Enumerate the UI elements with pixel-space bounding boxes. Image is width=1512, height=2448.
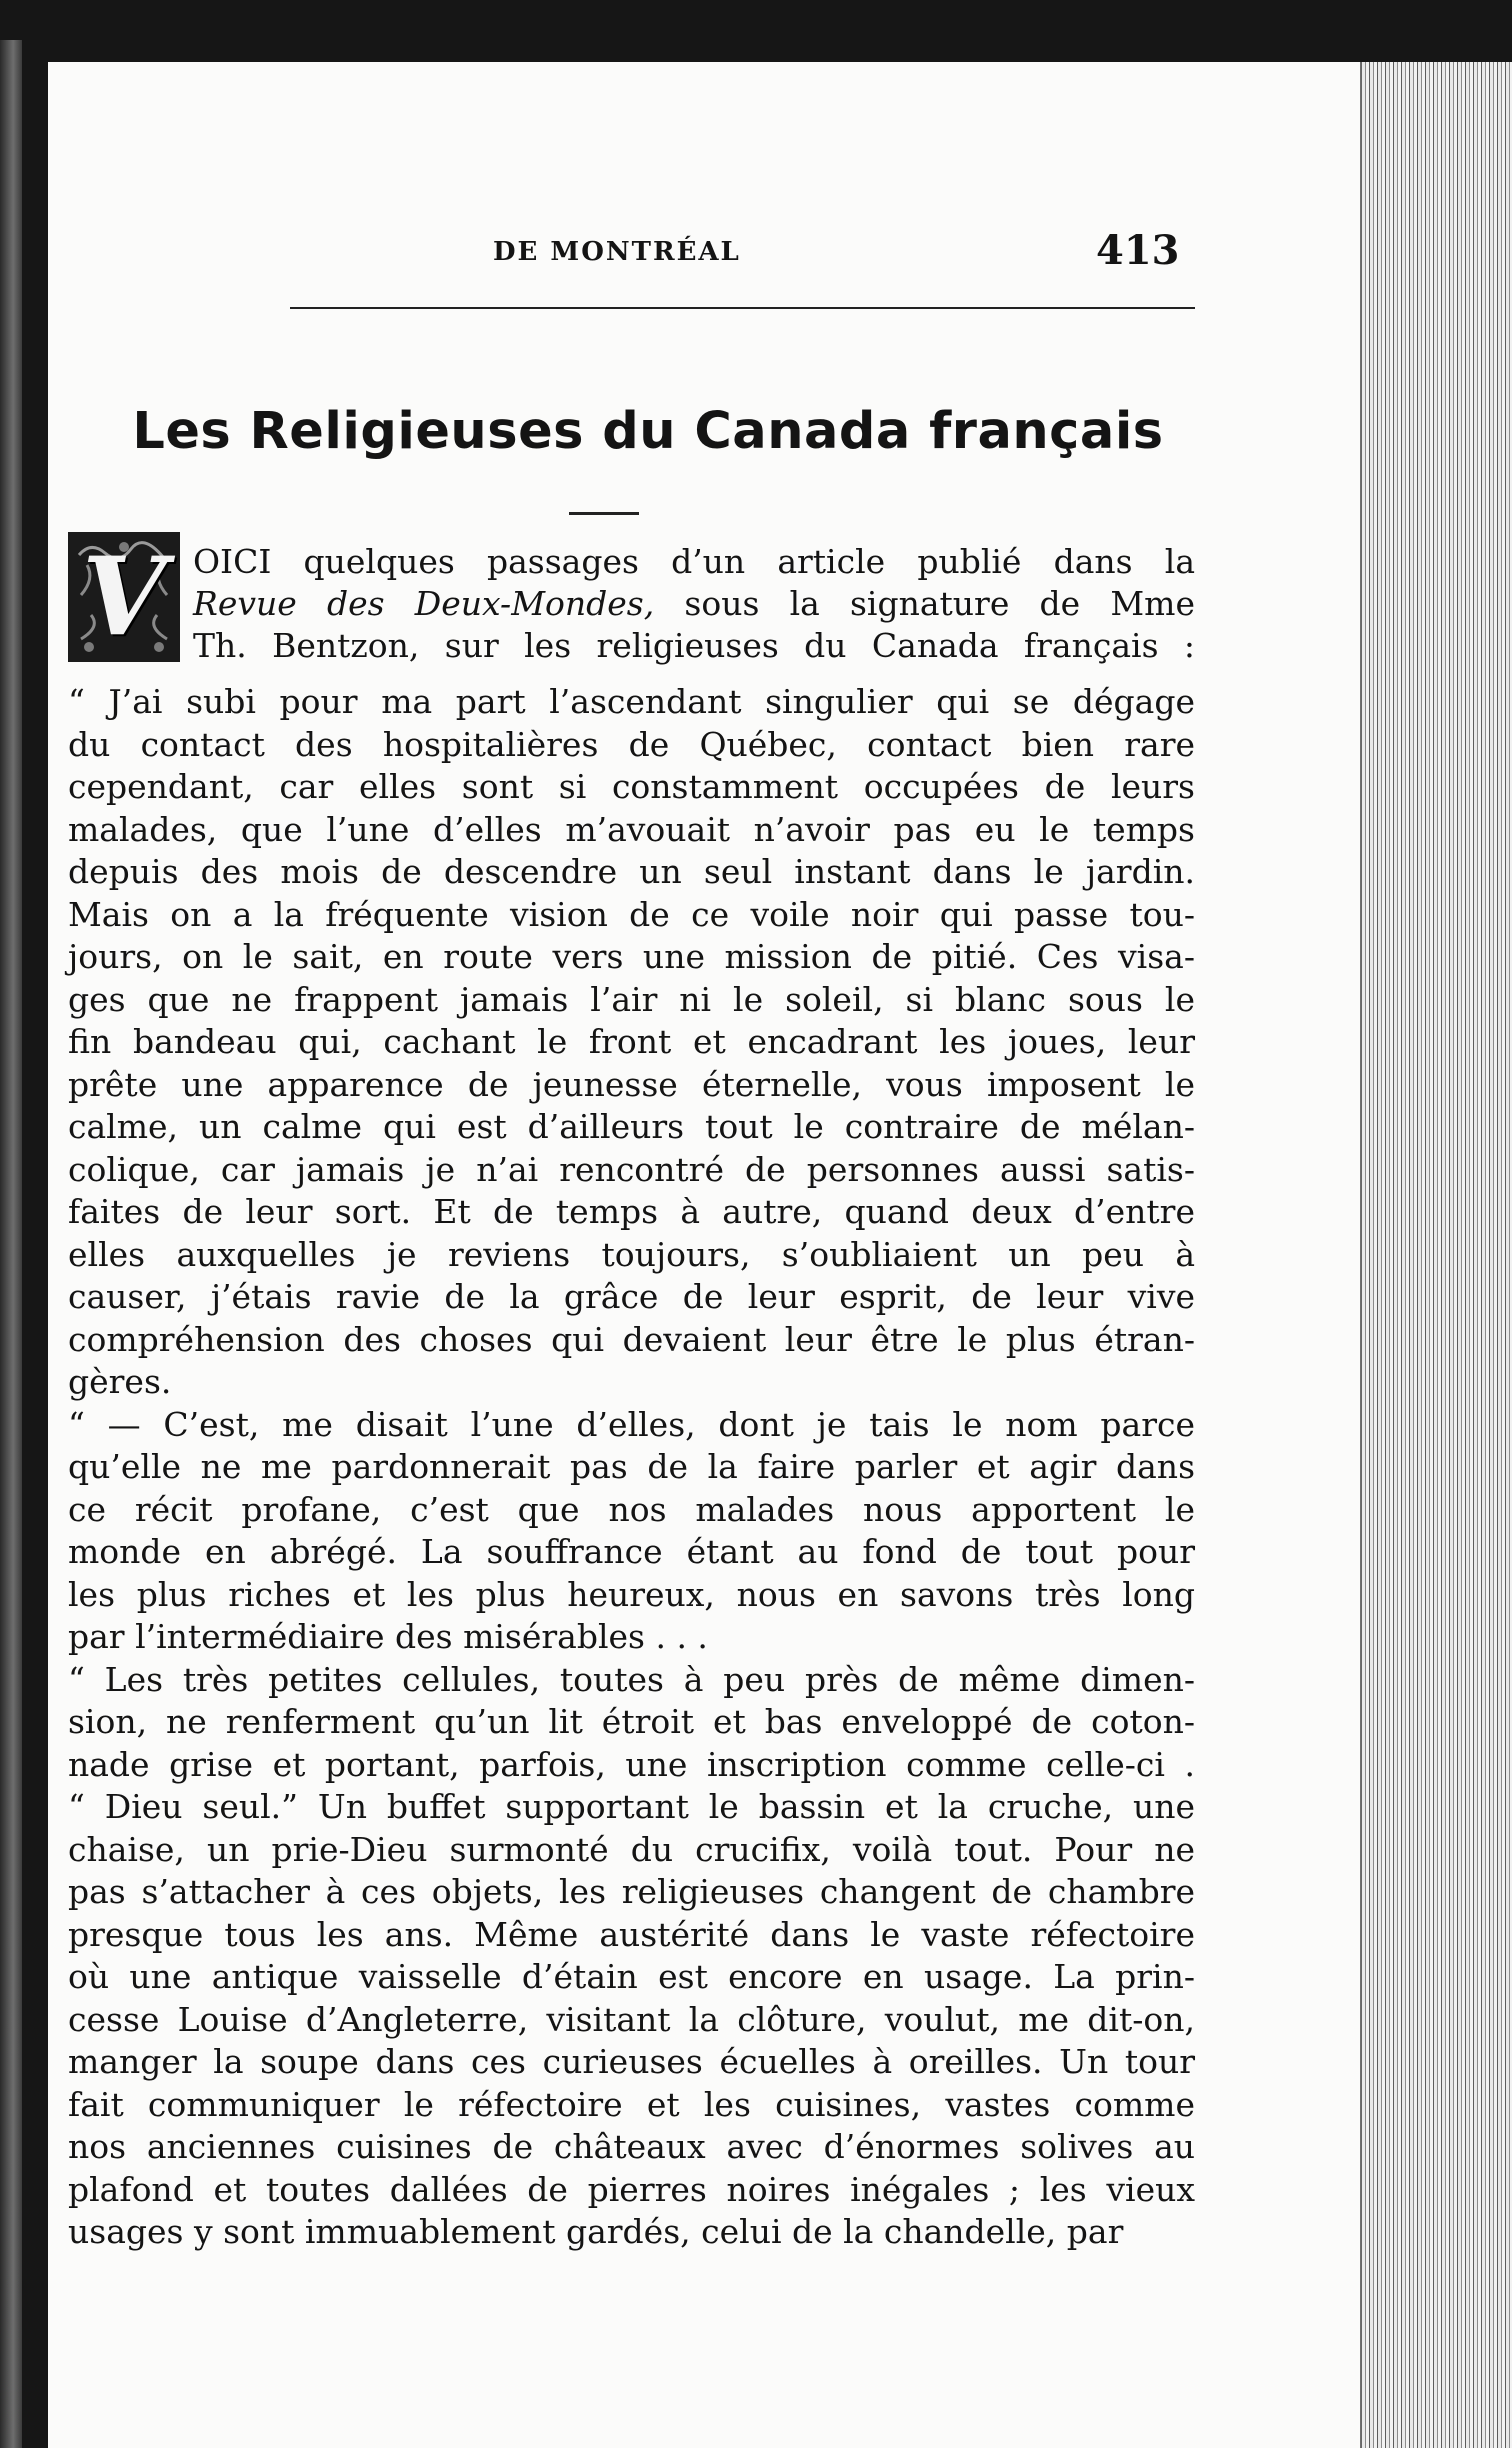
body-line: chaise, un prie-Dieu surmonté du crucifix, voilà tout. Pour ne (68, 1829, 1195, 1869)
body-line: calme, un calme qui est d’ailleurs tout le contraire de mélan- (68, 1107, 1195, 1146)
body-line: manger la soupe dans ces curieuses écuelles à oreilles. Un tour (68, 2042, 1195, 2081)
title-rule (569, 512, 639, 515)
stacked-page-edges (1362, 62, 1512, 2448)
body-line: monde en abrégé. La souffrance étant au fond de tout pour (68, 1532, 1195, 1571)
body-line: colique, car jamais je n’ai rencontré de personnes aussi satis- (68, 1149, 1195, 1189)
article-title: Les Religieuses du Canada français (132, 402, 1164, 461)
body-line: où une antique vaisselle d’étain est encore en usage. La prin- (68, 1957, 1195, 1996)
page-number: 413 (1096, 227, 1180, 274)
body-line: causer, j’étais ravie de la grâce de leur esprit, de leur vive (68, 1277, 1195, 1316)
body-line: elles auxquelles je reviens toujours, s’oubliaient un peu à (68, 1234, 1195, 1274)
header-rule (290, 307, 1195, 309)
body-line: du contact des hospitalières de Québec, contact bien rare (68, 724, 1195, 764)
body-line: nos anciennes cuisines de châteaux avec d’énormes solives au (68, 2127, 1195, 2166)
body-line: Mais on a la fréquente vision de ce voile noir qui passe tou- (68, 894, 1195, 934)
body-line: usages y sont immuablement gardés, celui de la chandelle, par (68, 2212, 1124, 2251)
running-head: DE MONTRÉAL (493, 237, 741, 267)
body-line: faites de leur sort. Et de temps à autre, quand deux d’entre (68, 1192, 1195, 1231)
body-line: “ Les très petites cellules, toutes à peu près de même dimen- (68, 1659, 1195, 1699)
drop-cap-letter: V (82, 534, 166, 660)
source-publication: Revue des Deux-Mondes, (193, 584, 655, 623)
page (48, 62, 1360, 2448)
body-line: compréhension des choses qui devaient leur être le plus étran- (68, 1319, 1195, 1359)
body-line: “ Dieu seul.” Un buffet supportant le bassin et la cruche, une (68, 1787, 1195, 1826)
body-line: pas s’attacher à ces objets, les religieuses changent de chambre (68, 1872, 1195, 1911)
body-line: ce récit profane, c’est que nos malades nous apportent le (68, 1489, 1195, 1529)
body-line: fin bandeau qui, cachant le front et encadrant les joues, leur (68, 1022, 1195, 1061)
body-line: presque tous les ans. Même austérité dans le vaste réfectoire (68, 1914, 1195, 1954)
previous-page-edge (0, 40, 22, 2448)
body-line: jours, on le sait, en route vers une mission de pitié. Ces visa- (68, 937, 1195, 976)
ornamental-drop-cap (68, 532, 180, 662)
body-line: fait communiquer le réfectoire et les cuisines, vastes comme (68, 2084, 1195, 2124)
body-line: “ — C’est, me disait l’une d’elles, dont je tais le nom parce (68, 1404, 1195, 1444)
intro-line-with-source (193, 584, 1195, 624)
body-line: prête une apparence de jeunesse éternelle, vous imposent le (68, 1064, 1195, 1104)
body-line: par l’intermédiaire des misérables . . . (68, 1617, 708, 1656)
intro-line: OICI quelques passages d’un article publié dans la (193, 542, 1195, 581)
intro-line: Th. Bentzon, sur les religieuses du Canada français : (193, 626, 1195, 665)
body-line: depuis des mois de descendre un seul instant dans le jardin. (68, 852, 1195, 891)
body-line: qu’elle ne me pardonnerait pas de la faire parler et agir dans (68, 1447, 1195, 1486)
body-line: cesse Louise d’Angleterre, visitant la clôture, voulut, me dit-on, (68, 1999, 1195, 2039)
body-line: plafond et toutes dallées de pierres noires inégales ; les vieux (68, 2169, 1195, 2209)
body-line: les plus riches et les plus heureux, nous en savons très long (68, 1574, 1195, 1614)
body-line: ges que ne frappent jamais l’air ni le soleil, si blanc sous le (68, 979, 1195, 1019)
body-line: malades, que l’une d’elles m’avouait n’avoir pas eu le temps (68, 809, 1195, 849)
body-line: cependant, car elles sont si constamment occupées de leurs (68, 767, 1195, 806)
intro-line-text: sous la signature de Mme (684, 584, 1195, 623)
body-line: nade grise et portant, parfois, une inscription comme celle-ci . (68, 1744, 1195, 1784)
body-line: gères. (68, 1362, 172, 1401)
body-line: “ J’ai subi pour ma part l’ascendant singulier qui se dégage (68, 682, 1195, 721)
body-line: sion, ne renferment qu’un lit étroit et bas enveloppé de coton- (68, 1702, 1195, 1741)
